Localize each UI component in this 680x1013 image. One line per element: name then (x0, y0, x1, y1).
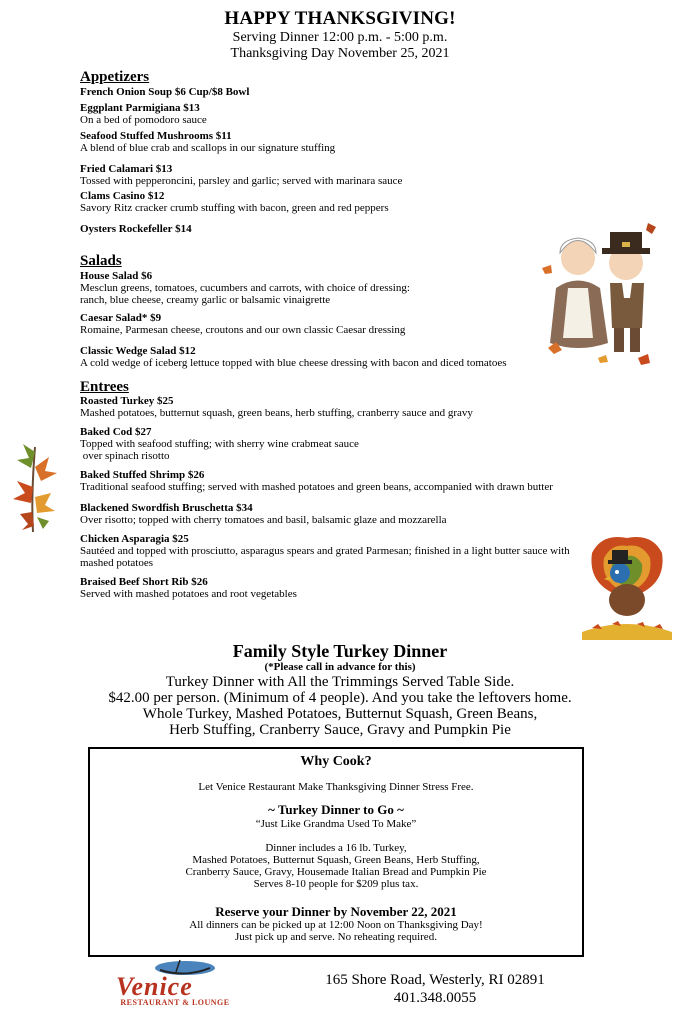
item-desc: Sautéed and topped with prosciutto, asparagus spears and grated Parmesan; finished in a light butter sauce with (80, 545, 570, 557)
togo-detail-line: Cranberry Sauce, Gravy, Housemade Italian Bread and Pumpkin Pie (185, 866, 487, 878)
restaurant-phone: 401.348.0055 (393, 990, 477, 1006)
item-desc: Romaine, Parmesan cheese, croutons and our own classic Caesar dressing (80, 324, 406, 336)
togo-detail-line: Dinner includes a 16 lb. Turkey, (265, 842, 407, 854)
appetizers-section (80, 70, 580, 85)
salads-heading: Salads (80, 253, 122, 269)
event-date: Thanksgiving Day November 25, 2021 (230, 46, 450, 61)
page-title: HAPPY THANKSGIVING! (224, 8, 456, 29)
item-name: Braised Beef Short Rib $26 (80, 576, 208, 588)
why-cook-box (88, 747, 584, 957)
menu-item (80, 312, 580, 336)
item-desc: On a bed of pomodoro sauce (80, 114, 207, 126)
item-name: French Onion Soup $6 Cup/$8 Bowl (80, 86, 250, 98)
family-dinner-line: Turkey Dinner with All the Trimmings Served Table Side. (165, 674, 515, 690)
item-desc: A blend of blue crab and scallops in our signature stuffing (80, 142, 336, 154)
item-desc: Mesclun greens, tomatoes, cucumbers and carrots, with choice of dressing: (80, 282, 410, 294)
appetizers-heading: Appetizers (80, 69, 150, 85)
reserve-deadline: Reserve your Dinner by November 22, 2021 (215, 904, 457, 919)
item-desc: over spinach risotto (80, 450, 170, 462)
logo-subtitle: RESTAURANT & LOUNGE (120, 998, 230, 1007)
menu-item (80, 270, 580, 306)
pickup-info: All dinners can be picked up at 12:00 Noon on Thanksgiving Day! (189, 919, 483, 931)
menu-item (80, 345, 580, 369)
togo-detail-line: Serves 8-10 people for $209 plus tax. (253, 878, 419, 890)
togo-title: ~ Turkey Dinner to Go ~ (268, 802, 404, 817)
item-name: Roasted Turkey $25 (80, 395, 174, 407)
item-desc: A cold wedge of iceberg lettuce topped with blue cheese dressing with bacon and diced tomatoes (80, 357, 507, 369)
item-name: Caesar Salad* $9 (80, 312, 162, 324)
item-desc: Topped with seafood stuffing; with sherry wine crabmeat sauce (80, 438, 359, 450)
menu-item (80, 223, 580, 235)
item-name: Clams Casino $12 (80, 190, 165, 202)
pilgrim-turkey-illustration (582, 528, 672, 640)
logo-name: Venice (116, 972, 193, 1001)
item-name: Eggplant Parmigiana $13 (80, 102, 200, 114)
family-dinner-line: $42.00 per person. (Minimum of 4 people). And you take the leftovers home. (108, 690, 572, 706)
menu-item (80, 533, 580, 569)
item-desc: Served with mashed potatoes and root vegetables (80, 588, 297, 600)
family-dinner-line: Herb Stuffing, Cranberry Sauce, Gravy and Pumpkin Pie (169, 722, 511, 738)
entrees-section (80, 380, 580, 395)
item-name: Baked Cod $27 (80, 426, 152, 438)
menu-item (80, 163, 580, 187)
item-name: Baked Stuffed Shrimp $26 (80, 469, 205, 481)
item-desc: Over risotto; topped with cherry tomatoes and basil, balsamic glaze and mozzarella (80, 514, 447, 526)
item-desc: mashed potatoes (80, 557, 154, 569)
menu-item (80, 395, 580, 419)
item-name: House Salad $6 (80, 270, 153, 282)
why-cook-intro: Let Venice Restaurant Make Thanksgiving Dinner Stress Free. (198, 781, 474, 793)
menu-item (80, 190, 580, 214)
item-desc: Tossed with pepperoncini, parsley and garlic; served with marinara sauce (80, 175, 403, 187)
entrees-heading: Entrees (80, 379, 129, 395)
menu-item (80, 502, 580, 526)
restaurant-address: 165 Shore Road, Westerly, RI 02891 (325, 972, 545, 988)
menu-item (80, 469, 580, 493)
family-dinner-line: Whole Turkey, Mashed Potatoes, Butternut Squash, Green Beans, (142, 706, 538, 722)
menu-item (80, 102, 580, 126)
item-name: Blackened Swordfish Bruschetta $34 (80, 502, 253, 514)
item-desc: Traditional seafood stuffing; served with mashed potatoes and green beans, accompanied with drawn butter (80, 481, 553, 493)
family-dinner-title: Family Style Turkey Dinner (232, 641, 448, 661)
menu-item (80, 86, 580, 98)
family-dinner-note: (*Please call in advance for this) (264, 661, 416, 673)
pickup-info: Just pick up and serve. No reheating required. (235, 931, 437, 943)
why-cook-heading: Why Cook? (300, 754, 372, 769)
item-name: Fried Calamari $13 (80, 163, 173, 175)
menu-item (80, 426, 580, 462)
venice-logo (110, 958, 240, 1008)
item-desc: Mashed potatoes, butternut squash, green beans, herb stuffing, cranberry sauce and gravy (80, 407, 473, 419)
togo-details (90, 842, 582, 890)
pilgrim-couple-illustration (538, 218, 664, 368)
item-name: Classic Wedge Salad $12 (80, 345, 196, 357)
menu-item (80, 130, 580, 154)
serving-hours: Serving Dinner 12:00 p.m. - 5:00 p.m. (232, 30, 448, 45)
item-name: Chicken Asparagia $25 (80, 533, 189, 545)
salads-section (80, 254, 580, 269)
item-name: Oysters Rockefeller $14 (80, 223, 192, 235)
item-name: Seafood Stuffed Mushrooms $11 (80, 130, 232, 142)
togo-detail-line: Mashed Potatoes, Butternut Squash, Green Beans, Herb Stuffing, (192, 854, 480, 866)
menu-item (80, 576, 580, 600)
item-desc: Savory Ritz cracker crumb stuffing with bacon, green and red peppers (80, 202, 389, 214)
item-desc: ranch, blue cheese, creamy garlic or balsamic vinaigrette (80, 294, 331, 306)
autumn-leaves-illustration (5, 437, 65, 537)
togo-quote: “Just Like Grandma Used To Make” (255, 818, 417, 830)
